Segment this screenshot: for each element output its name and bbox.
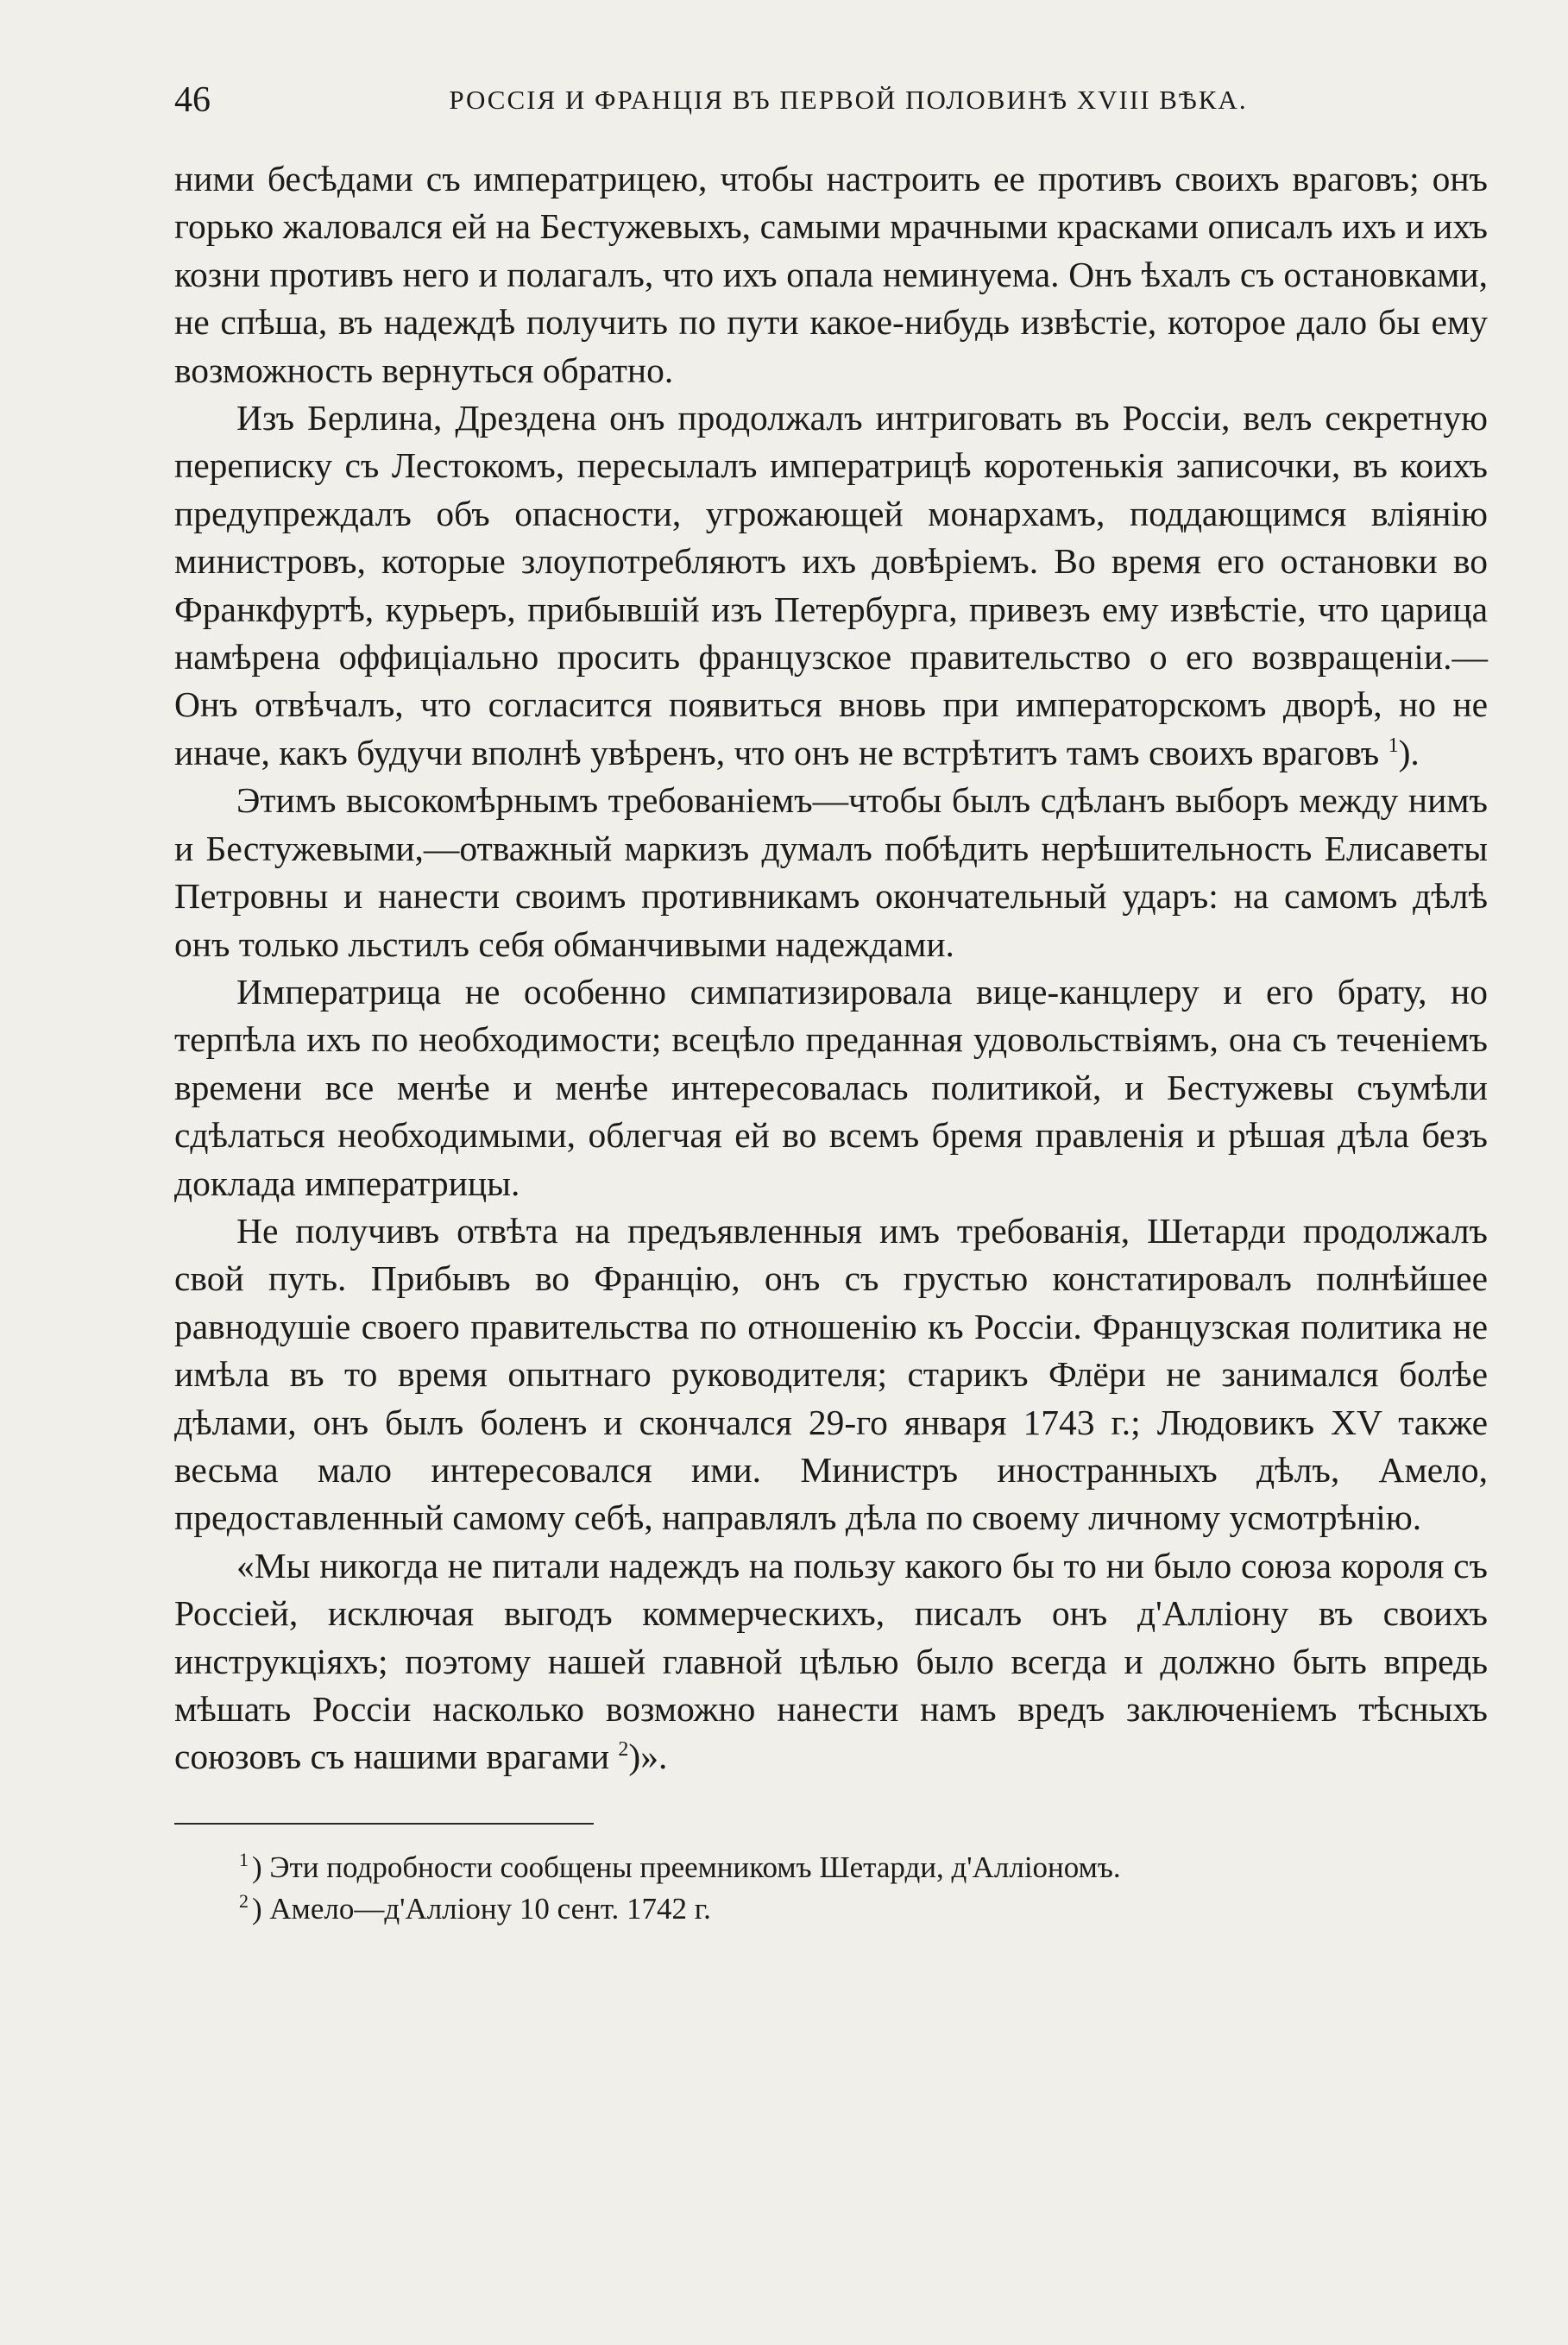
footnote-1-mark: 1 — [239, 1849, 249, 1871]
paragraph-1-text: ними бесѣдами съ императрицею, чтобы настроить ее противъ своихъ враговъ; онъ горько жаловался ей на Бестужевыхъ, самыми мрачными красками описалъ ихъ и ихъ козни противъ него и полагалъ, что ихъ опала неминуема. Онъ ѣхалъ съ остановками, не спѣша, въ надеждѣ получить по пути какое-нибудь извѣстіе, которое дало бы ему возможность вернуться обратно. — [174, 159, 1488, 390]
footnote-2-text: ) Амело—д'Аллiону 10 сент. 1742 г. — [252, 1891, 711, 1926]
footnote-ref-1-tail: ). — [1398, 732, 1420, 772]
footnote-2 — [239, 1888, 1488, 1930]
paragraph-5 — [174, 1207, 1488, 1542]
body-text — [174, 155, 1488, 1781]
running-head — [174, 79, 1488, 131]
paragraph-3 — [174, 777, 1488, 968]
footnote-1-text: ) Эти подробности сообщены преемникомъ Шетарди, д'Алліономъ. — [252, 1850, 1121, 1884]
footnote-ref-2-tail: )». — [628, 1737, 668, 1777]
paragraph-4-text: Императрица не особенно симпатизировала вице-канцлеру и его брату, но терпѣла ихъ по необходимости; всецѣло преданная удовольствіямъ, она съ теченіемъ времени все менѣе и менѣе интересовалась политикой, и Бестужевы съумѣли сдѣлаться необходимыми, облегчая ей во всемъ бремя правленія и рѣшая дѣла безъ доклада императрицы. — [174, 971, 1488, 1203]
footnote-divider — [174, 1823, 594, 1825]
running-title: РОССІЯ И ФРАНЦІЯ ВЪ ПЕРВОЙ ПОЛОВИНѢ XVIII ВѢКА. — [449, 85, 1248, 115]
page-number: 46 — [174, 80, 211, 120]
footnote-1 — [239, 1847, 1488, 1888]
footnote-ref-2: 2 — [618, 1738, 629, 1762]
paragraph-2-text: Изъ Берлина, Дрездена онъ продолжалъ интриговать въ Россіи, велъ секретную переписку съ Лестокомъ, пересылалъ императрицѣ коротенькія записочки, въ коихъ предупреждалъ объ опасности, угрожающей монархамъ, поддающимся вліянію министровъ, которые злоупотребляютъ ихъ довѣріемъ. Во время его остановки во Франкфуртѣ, курьеръ, прибывшій изъ Петербурга, привезъ ему извѣстіе, что царица намѣрена оффиціально просить французское правительство о его возвращеніи.— Онъ отвѣчалъ, что согласится появиться вновь при императорскомъ дворѣ, но не иначе, какъ будучи вполнѣ увѣренъ, что онъ не встрѣтитъ тамъ своихъ враговъ — [174, 398, 1488, 772]
page — [174, 79, 1488, 1930]
footnotes — [174, 1847, 1488, 1930]
paragraph-2 — [174, 394, 1488, 777]
paragraph-6 — [174, 1542, 1488, 1781]
paragraph-1 — [174, 155, 1488, 394]
paragraph-4 — [174, 968, 1488, 1207]
paragraph-3-text: Этимъ высокомѣрнымъ требованіемъ—чтобы былъ сдѣланъ выборъ между нимъ и Бестужевыми,—отважный маркизъ думалъ побѣдить нерѣшительность Елисаветы Петровны и нанести своимъ противникамъ окончательный ударъ: на самомъ дѣлѣ онъ только льстилъ себя обманчивыми надеждами. — [174, 780, 1488, 964]
paragraph-6-text: «Мы никогда не питали надеждъ на пользу какого бы то ни было союза короля съ Россіей, исключая выгодъ коммерческихъ, писалъ онъ д'Аллiону въ своихъ инструкціяхъ; поэтому нашей главной цѣлью было всегда и должно быть впредь мѣшать Россіи насколько возможно нанести намъ вредъ заключеніемъ тѣсныхъ союзовъ съ нашими врагами — [174, 1545, 1488, 1777]
footnote-ref-1: 1 — [1388, 734, 1399, 758]
footnote-2-mark: 2 — [239, 1890, 249, 1913]
paragraph-5-text: Не получивъ отвѣта на предъявленныя имъ требованія, Шетарди продолжалъ свой путь. Прибывъ во Францію, онъ съ грустью констатировалъ полнѣйшее равнодушіе своего правительства по отношенію къ Россіи. Французская политика не имѣла въ то время опытнаго руководителя; старикъ Флёри не занимался болѣе дѣлами, онъ былъ боленъ и скончался 29-го января 1743 г.; Людовикъ XV также весьма мало интересовался ими. Министръ иностранныхъ дѣлъ, Амело, предоставленный самому себѣ, направлялъ дѣла по своему личному усмотрѣнію. — [174, 1210, 1488, 1538]
